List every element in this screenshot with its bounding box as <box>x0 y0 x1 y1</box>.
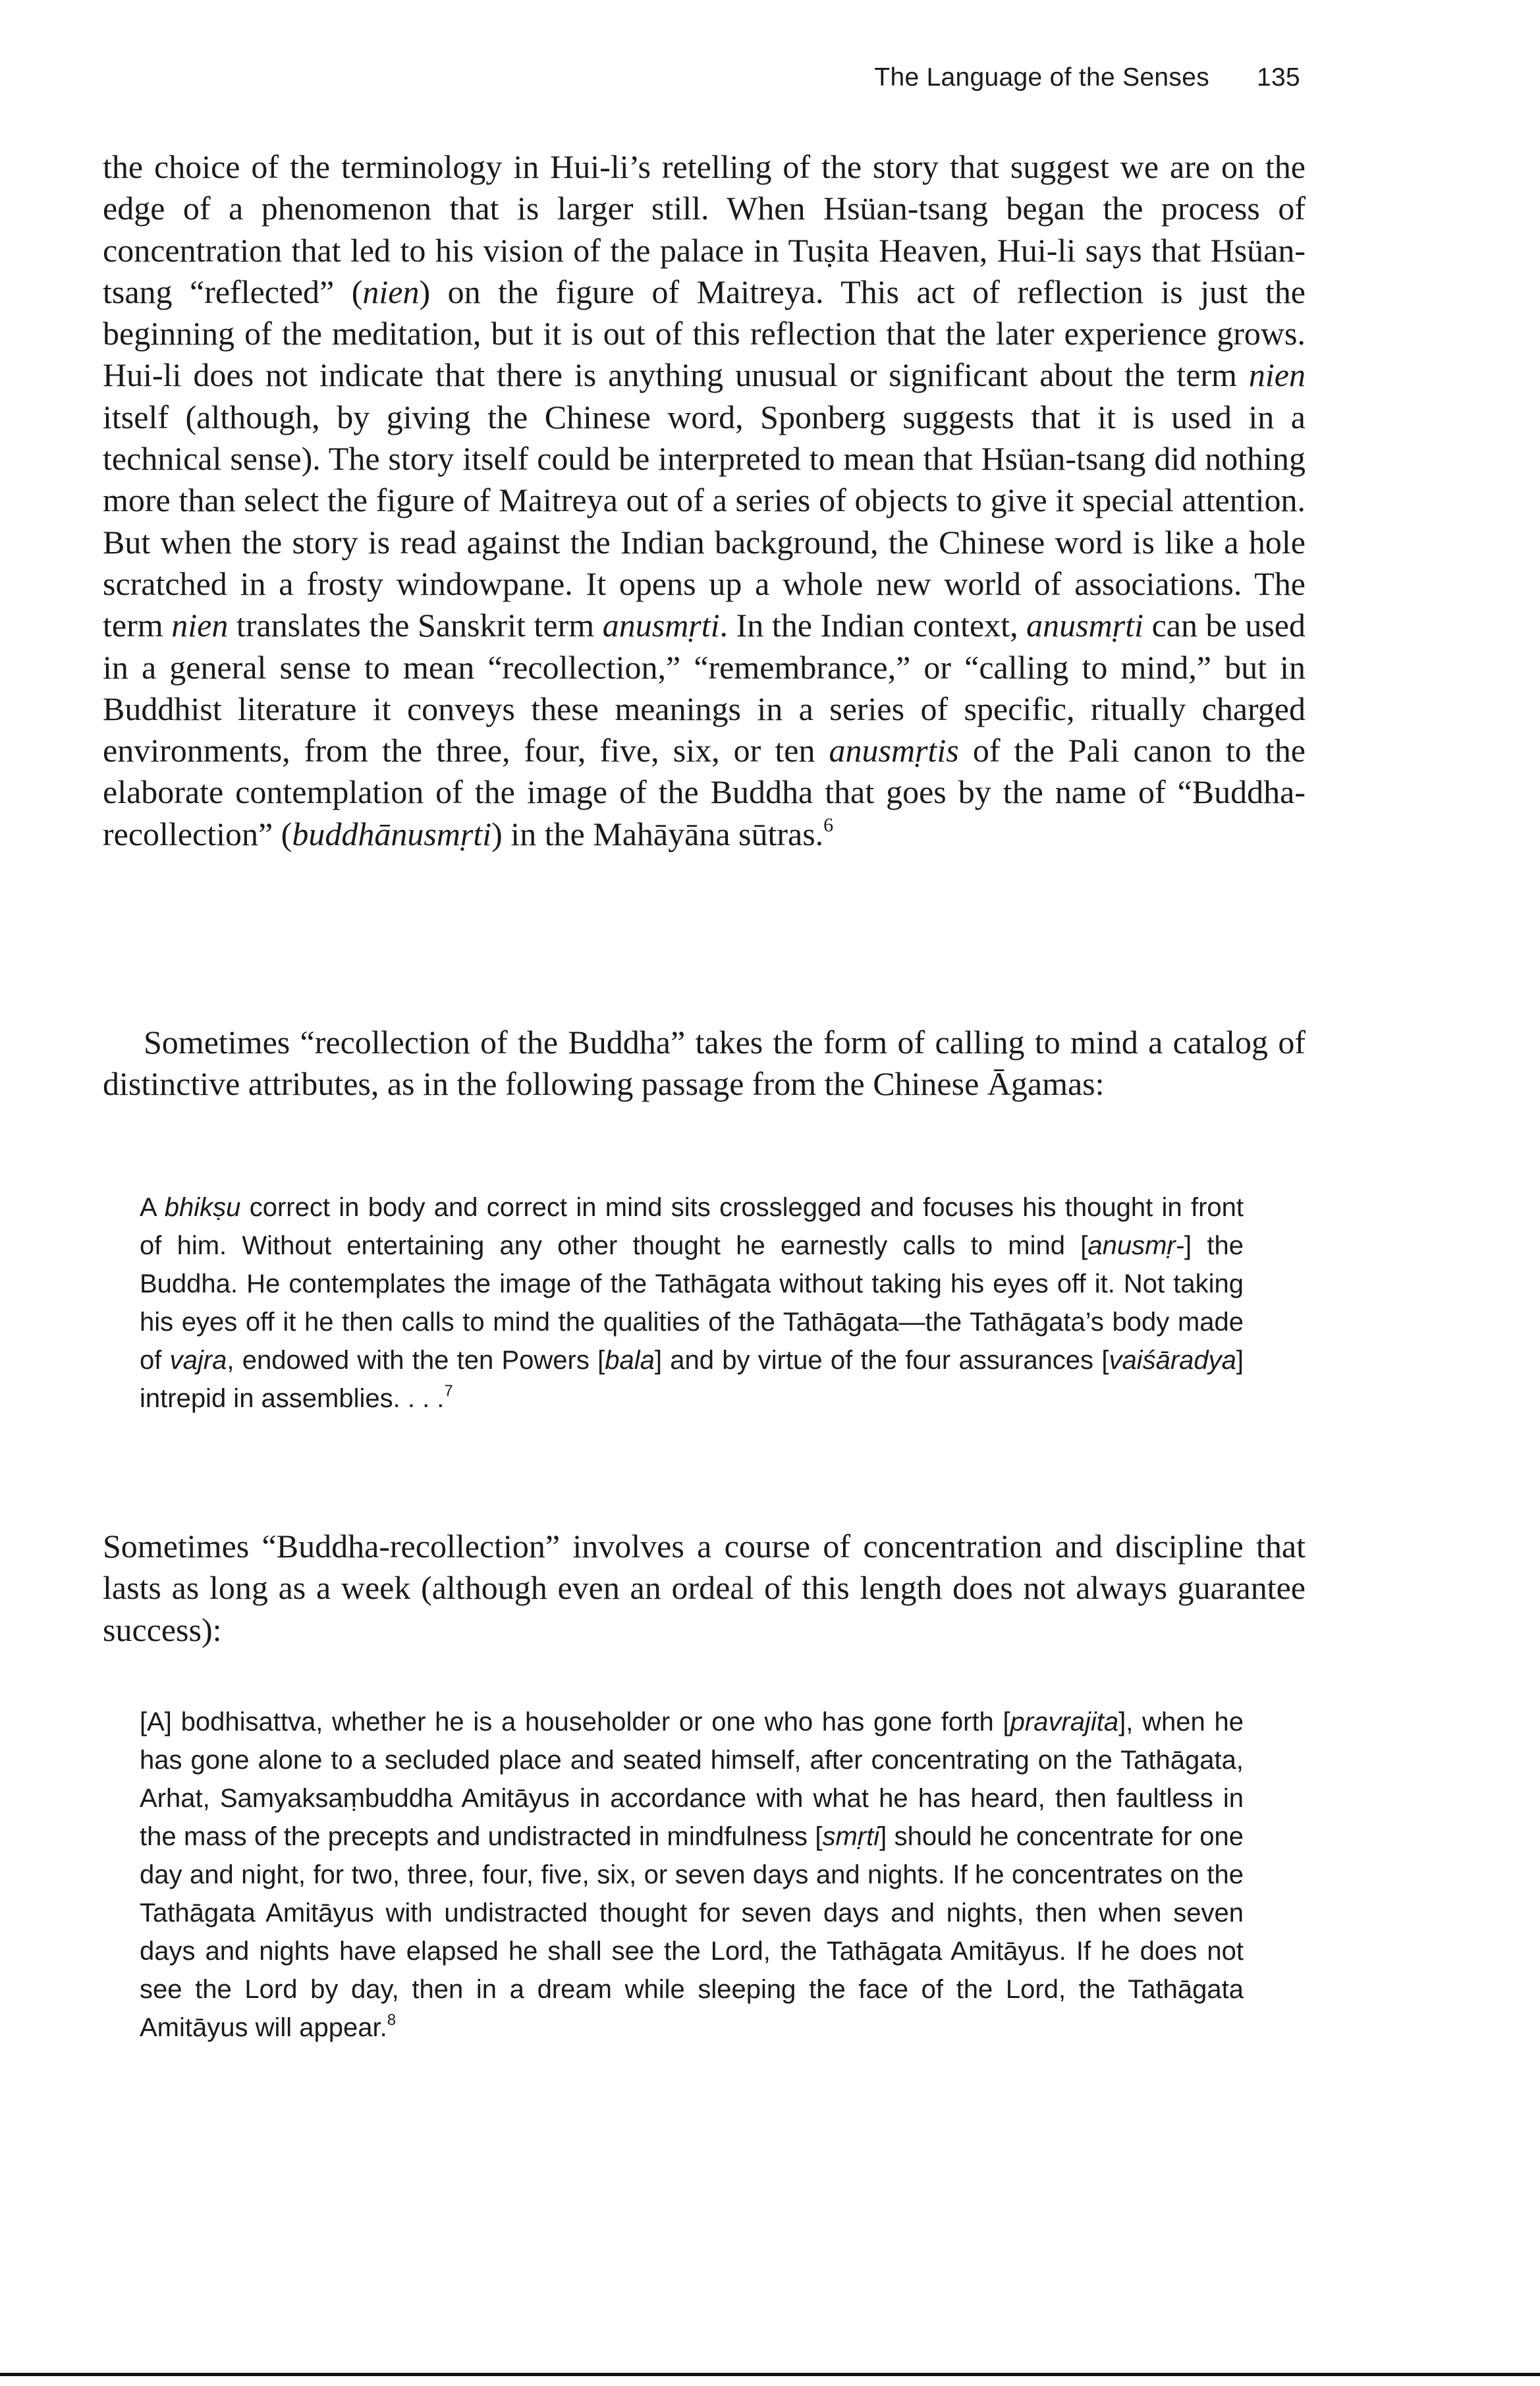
italic-term: bala <box>605 1346 655 1375</box>
body-paragraph-3: Sometimes “Buddha-recollection” involves a course of concentration and discipline that lasts as long as a week (although even an ordeal of this length does not always guarantee success): <box>103 1528 1306 1648</box>
italic-term: vaiśāradya <box>1109 1346 1236 1375</box>
text-run: [A] bodhisattva, whether he is a householder or one who has gone forth [ <box>140 1707 1010 1736</box>
running-title: The Language of the Senses <box>874 63 1210 92</box>
text-run: A <box>140 1193 165 1222</box>
text-run: . In the Indian context, <box>719 607 1027 644</box>
body-paragraph-1 <box>103 146 1306 855</box>
text-run: ) in the Mahāyāna sūtras. <box>491 815 824 852</box>
italic-term: smṛti <box>822 1822 880 1851</box>
text-run: of the Pali canon to the elaborate contemplation of the image of the Buddha that goes by the name of “Buddha-recollection” ( <box>103 732 1306 852</box>
italic-term: anusmṛti <box>1026 607 1143 644</box>
footnote-marker: 6 <box>823 814 834 836</box>
text-run: the choice of the terminology in Hui-li’s retelling of the story that suggest we are on the edge of a phenomenon that is larger still. When Hsüan-tsang began the process of concentration that led to his vision of the palace in Tuṣita Heaven, Hui-li says that Hsüan-tsang “reflected” ( <box>103 148 1306 310</box>
text-run: translates the Sanskrit term <box>228 607 603 644</box>
italic-term: anusmṛtis <box>829 732 959 769</box>
bottom-edge-rule <box>0 2373 1540 2376</box>
italic-term: buddhānusmṛti <box>292 815 492 852</box>
footnote-marker: 8 <box>387 2011 397 2030</box>
italic-term: pravrajita <box>1010 1707 1119 1736</box>
italic-term: anusmṛ- <box>1087 1231 1185 1260</box>
page-number: 135 <box>1257 63 1300 92</box>
running-header <box>874 63 1300 92</box>
text-run: ) on the figure of Maitreya. This act of reflection is just the beginning of the meditation, but it is out of this reflection that the later experience grows. Hui-li does not indicate that there is anything unusual or significant about the term <box>103 273 1306 394</box>
italic-term: nien <box>362 273 420 310</box>
text-run: ] should he concentrate for one day and night, for two, three, four, five, six, or seven days and nights. If he concentrates on the Tathāgata Amitāyus with undistracted thought for seven days and nights, then when seven days and nights have elapsed he shall see the Lord, the Tathāgata Amitāyus. If he does not see the Lord by day, then in a dream while sleeping the face of the Lord, the Tathāgata Amitāyus will appear. <box>140 1822 1244 2042</box>
text-run: ] and by virtue of the four assurances [ <box>654 1346 1109 1375</box>
italic-term: anusmṛti <box>602 607 720 644</box>
body-paragraph-2: Sometimes “recollection of the Buddha” takes the form of calling to mind a catalog of distinctive attributes, as in the following passage from the Chinese Āgamas: <box>103 1024 1306 1103</box>
block-quote-2 <box>140 1703 1244 2047</box>
text-run: ], when he has gone alone to a secluded place and seated himself, after concentrating on the Tathāgata, Arhat, Samyaksaṃbuddha Amitāyus in accordance with what he has heard, then faultless in the mass of the precepts and undistracted in mindfulness [ <box>140 1707 1244 1851</box>
italic-term: bhikṣu <box>164 1193 241 1222</box>
text-run: ] intrepid in assemblies. . . . <box>140 1346 1244 1413</box>
text-run: , endowed with the ten Powers [ <box>227 1346 605 1375</box>
text-run: correct in body and correct in mind sits crosslegged and focuses his thought in front of him. Without entertaining any other thought he earnestly calls to mind [ <box>140 1193 1244 1260</box>
italic-term: vajra <box>169 1346 227 1375</box>
text-run: can be used in a general sense to mean “recollection,” “remembrance,” or “calling to mind,” but in Buddhist literature it conveys these meanings in a series of specific, ritually charged environments, from the three, four, five, six, or ten <box>103 607 1306 769</box>
block-quote-1 <box>140 1188 1244 1418</box>
italic-term: nien <box>1248 356 1306 394</box>
text-run: ] the Buddha. He contemplates the image of the Tathāgata without taking his eyes off it. Not taking his eyes off it he then calls to mind the qualities of the Tathāgata—the Tathāgata’s body made of <box>140 1231 1244 1375</box>
italic-term: nien <box>171 607 229 644</box>
text-run: itself (although, by giving the Chinese word, Sponberg suggests that it is used in a technical sense). The story itself could be interpreted to mean that Hsüan-tsang did nothing more than select the figure of Maitreya out of a series of objects to give it special attention. But when the story is read against the Indian background, the Chinese word is like a hole scratched in a frosty windowpane. It opens up a whole new world of associations. The term <box>103 398 1306 644</box>
footnote-marker: 7 <box>444 1382 453 1401</box>
